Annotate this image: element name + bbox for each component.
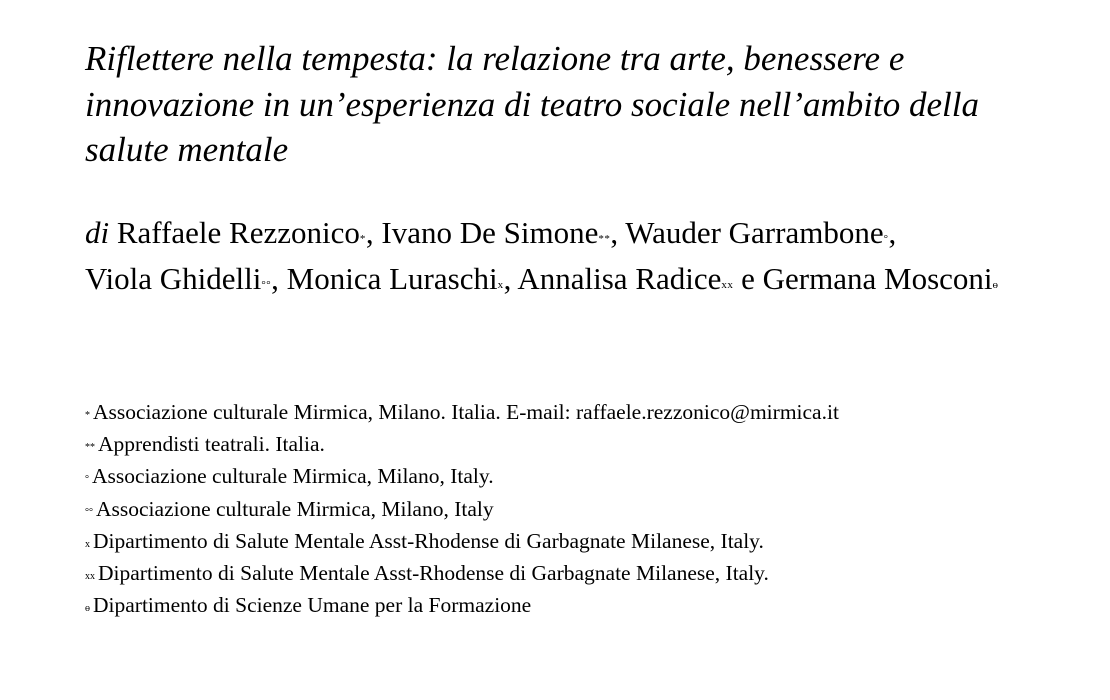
author-separator: , [365, 214, 382, 250]
byline-prefix: di [85, 214, 110, 250]
affiliation-text: Dipartimento di Salute Mentale Asst-Rhodense di Garbagnate Milanese, Italy. [93, 528, 764, 553]
author-separator: , [888, 214, 897, 250]
affiliation-text: Apprendisti teatrali. Italia. [98, 432, 325, 457]
author-mark: ** [598, 232, 611, 245]
affiliation-mark: xx [85, 571, 95, 583]
author-name: Germana Mosconi [762, 261, 993, 296]
affiliation-mark: x [85, 538, 90, 550]
affiliation-mark: ɵ [85, 603, 90, 615]
author-mark: xx [721, 279, 734, 291]
affiliation-text: Associazione culturale Mirmica, Milano, Italy [96, 496, 494, 521]
author-name: Raffaele Rezzonico [116, 214, 360, 250]
affiliation-mark: °° [85, 506, 93, 518]
author-name: Monica Luraschi [286, 261, 498, 296]
affiliations-list [85, 398, 1085, 623]
affiliation-text: Dipartimento di Salute Mentale Asst-Rhodense di Garbagnate Milanese, Italy. [98, 561, 769, 586]
article-title: Riflettere nella tempesta: la relazione tra arte, benessere e innovazione in un’esperienza di teatro sociale nell’ambito della salute mentale [85, 39, 979, 169]
author-name: Ivano De Simone [381, 214, 599, 250]
author-mark: °° [261, 279, 272, 291]
affiliation-item [85, 591, 1085, 623]
author-name: Wauder Garrambone [625, 214, 884, 250]
affiliation-item [85, 398, 1085, 430]
affiliation-mark: * [85, 410, 90, 421]
author-byline [85, 213, 1045, 306]
document-page [85, 36, 1085, 618]
author-mark: * [359, 232, 366, 245]
author-mark: x [497, 279, 504, 291]
author-separator: e [733, 261, 763, 296]
affiliation-item [85, 495, 1085, 527]
affiliation-text: Associazione culturale Mirmica, Milano. Italia. E-mail: raffaele.rezzonico@mirmica.it [93, 400, 839, 424]
affiliation-text: Associazione culturale Mirmica, Milano, Italy. [92, 464, 494, 489]
author-name: Annalisa Radice [517, 261, 722, 296]
author-separator: , [271, 261, 287, 296]
affiliation-item [85, 430, 1085, 462]
author-separator: , [503, 261, 518, 296]
affiliation-item [85, 462, 1085, 494]
affiliation-text: Dipartimento di Scienze Umane per la Formazione [93, 593, 532, 618]
author-separator: , [610, 214, 626, 250]
author-name: Viola Ghidelli [85, 261, 262, 296]
affiliation-mark: ** [85, 442, 95, 454]
affiliation-item [85, 559, 1085, 591]
affiliation-mark: ° [85, 474, 89, 486]
author-mark: ɵ [992, 279, 999, 291]
affiliation-item [85, 527, 1085, 559]
author-mark: ° [883, 232, 889, 245]
